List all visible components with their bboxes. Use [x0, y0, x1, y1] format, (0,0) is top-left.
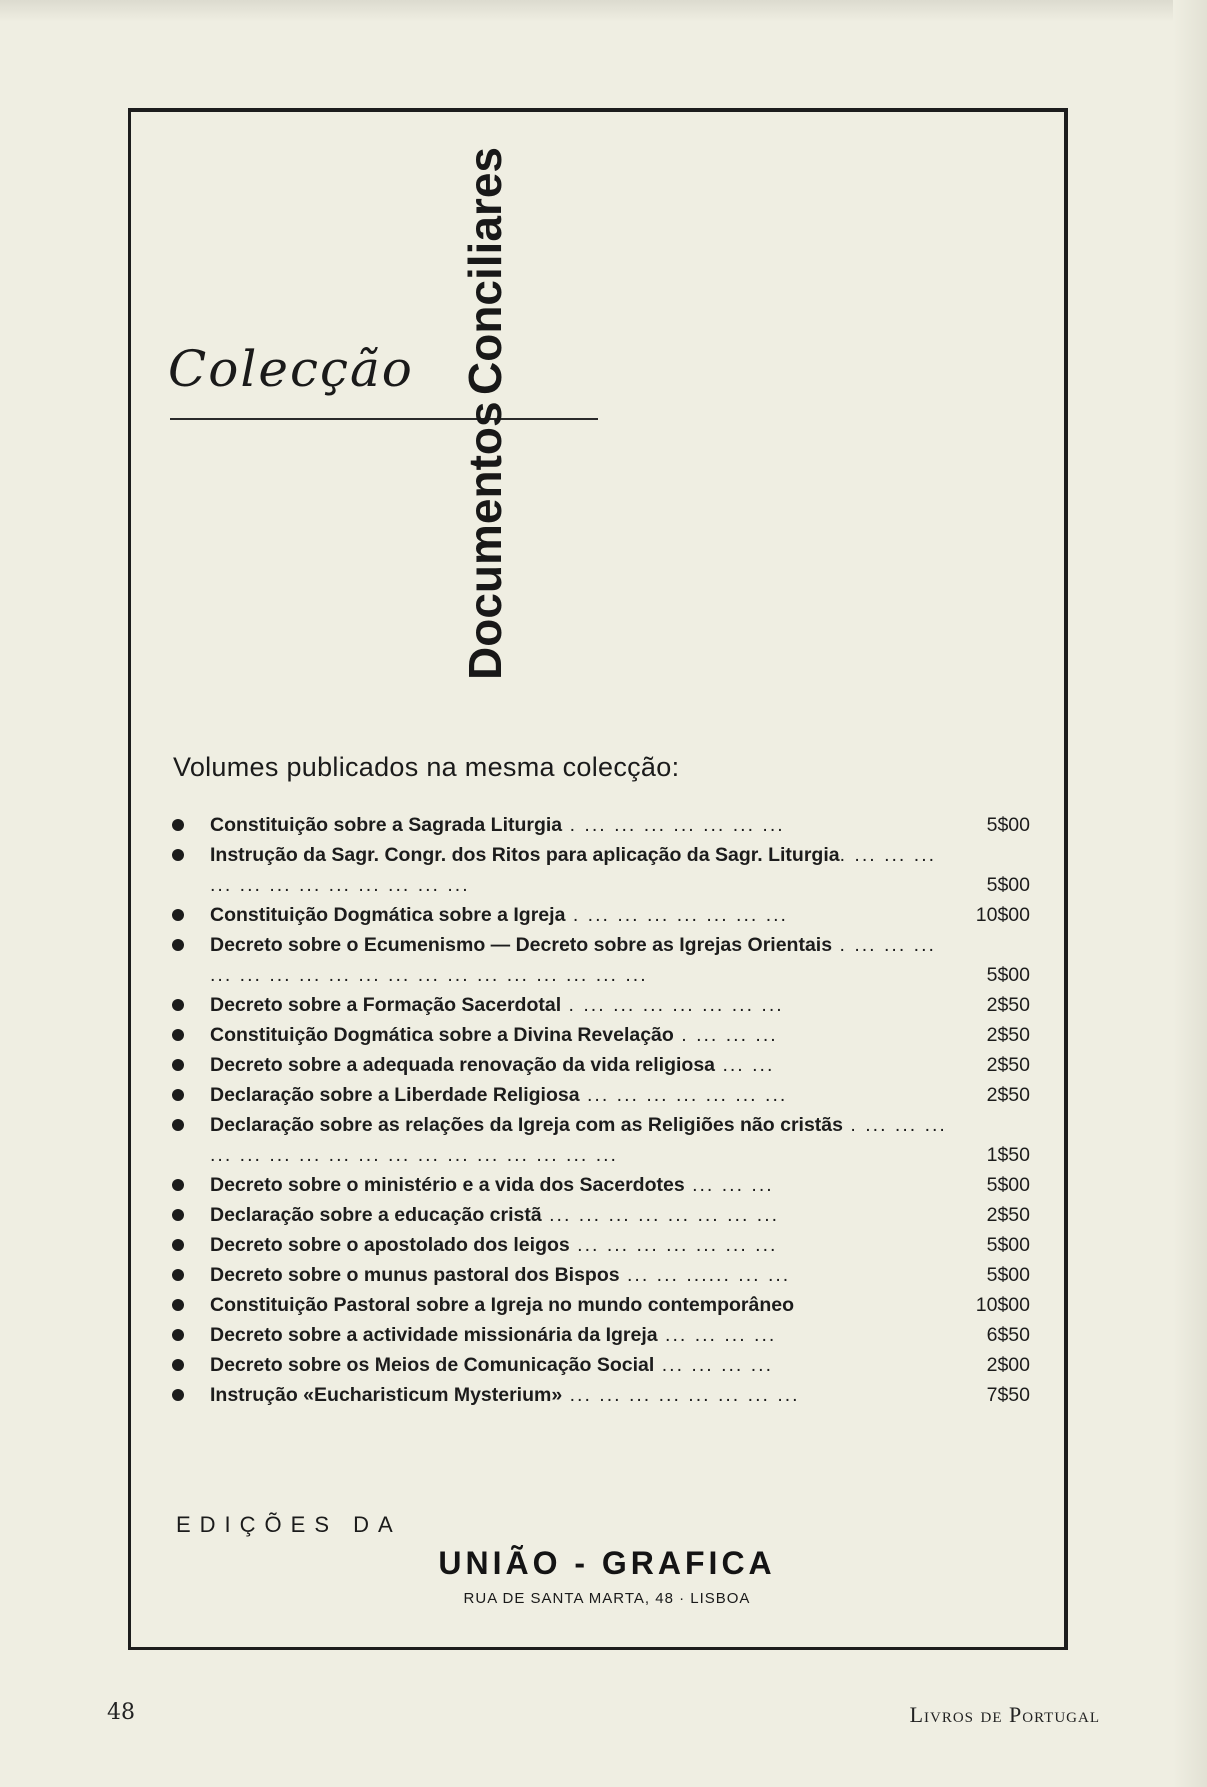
item-title-text: Constituição sobre a Sagrada Liturgia — [210, 814, 563, 836]
list-item — [172, 1320, 1030, 1350]
item-price: 2$50 — [986, 1054, 1030, 1076]
bullet-icon — [172, 909, 184, 921]
item-price: 5$00 — [986, 964, 1030, 986]
list-item — [172, 1290, 1030, 1320]
dot-leader: . ... ... ... ... ... ... ... — [562, 814, 785, 836]
item-price: 5$00 — [986, 814, 1030, 836]
bullet-icon — [172, 1119, 184, 1131]
bullet-icon — [172, 939, 184, 951]
item-price: 5$00 — [986, 1264, 1030, 1286]
bullet-icon — [172, 1239, 184, 1251]
item-title — [210, 990, 968, 1020]
item-title-text: Decreto sobre a adequada renovação da vida religiosa — [210, 1054, 716, 1076]
bullet-icon — [172, 819, 184, 831]
item-title — [210, 1320, 968, 1350]
bullet-icon — [172, 1269, 184, 1281]
bullet-icon — [172, 1209, 184, 1221]
item-price: 6$50 — [986, 1324, 1030, 1346]
dot-leader: ... ... ... ... — [657, 1324, 777, 1346]
dot-leader: . ... ... ... ... ... ... ... ... ... ... ... ... — [210, 844, 937, 896]
item-title-text: Constituição Pastoral sobre a Igreja no mundo contemporâneo — [210, 1294, 795, 1316]
item-title — [210, 1020, 968, 1050]
bullet-icon — [172, 1179, 184, 1191]
item-title-text: Decreto sobre os Meios de Comunicação Social — [210, 1354, 655, 1376]
dot-leader: . ... ... ... ... ... ... ... — [561, 994, 784, 1016]
bullet-icon — [172, 1089, 184, 1101]
item-title-text: Constituição Dogmática sobre a Divina Revelação — [210, 1024, 674, 1046]
dot-leader: ... ... ... — [684, 1174, 774, 1196]
item-price: 5$00 — [986, 1234, 1030, 1256]
item-title-text: Decreto sobre a Formação Sacerdotal — [210, 994, 562, 1016]
list-item — [172, 1170, 1030, 1200]
list-item — [172, 900, 1030, 930]
item-title — [210, 1380, 968, 1410]
vertical-title — [456, 147, 511, 690]
page-number: 48 — [107, 1700, 135, 1725]
dot-leader: ... ... ... ... ... ... ... ... — [541, 1204, 780, 1226]
list-item — [172, 840, 1030, 900]
list-item — [172, 1050, 1030, 1080]
item-price: 2$50 — [986, 1204, 1030, 1226]
dot-leader: ... ... ... ... ... ... ... ... — [562, 1384, 800, 1406]
item-title — [210, 840, 968, 900]
item-title-text: Instrução «Eucharisticum Mysterium» — [210, 1384, 563, 1406]
vertical-title-conciliares: Conciliares — [459, 147, 511, 395]
edicoes-label: EDIÇÕES DA — [176, 1512, 402, 1537]
publisher-address: RUA DE SANTA MARTA, 48 · LISBOA — [463, 1590, 751, 1607]
bullet-icon — [172, 1329, 184, 1341]
item-price: 2$50 — [986, 1084, 1030, 1106]
bullet-icon — [172, 1299, 184, 1311]
dot-leader: ... ... ... ... — [654, 1354, 773, 1376]
list-item — [172, 1350, 1030, 1380]
item-title-text: Decreto sobre o Ecumenismo — Decreto sobre as Igrejas Orientais — [210, 934, 833, 956]
item-price: 5$00 — [986, 1174, 1030, 1196]
list-item — [172, 1020, 1030, 1050]
item-title — [210, 1230, 968, 1260]
list-item — [172, 1230, 1030, 1260]
item-title — [210, 1290, 968, 1320]
item-title-text: Declaração sobre a Liberdade Religiosa — [210, 1084, 580, 1106]
list-item — [172, 1260, 1030, 1290]
volumes-heading: Volumes publicados na mesma colecção: — [173, 752, 680, 782]
item-title — [210, 900, 968, 930]
page-top-edge — [0, 0, 1207, 22]
item-title — [210, 1260, 968, 1290]
bullet-icon — [172, 1359, 184, 1371]
list-item — [172, 1110, 1030, 1170]
item-title — [210, 810, 968, 840]
list-item — [172, 990, 1030, 1020]
item-price: 2$50 — [986, 1024, 1030, 1046]
item-title — [210, 1200, 968, 1230]
dot-leader: . ... ... ... — [673, 1024, 778, 1046]
bullet-icon — [172, 849, 184, 861]
item-title-text: Decreto sobre a actividade missionária da Igreja — [210, 1324, 658, 1346]
item-title — [210, 1080, 968, 1110]
item-price: 1$50 — [986, 1144, 1030, 1166]
running-head: Livros de Portugal — [909, 1702, 1100, 1727]
dot-leader: . ... ... ... ... ... ... ... ... ... ... ... ... ... ... ... ... ... ... — [210, 934, 936, 986]
item-price: 2$50 — [986, 994, 1030, 1016]
list-item — [172, 930, 1030, 990]
title-underline — [170, 418, 598, 420]
item-title — [210, 1170, 968, 1200]
item-title — [210, 1110, 968, 1170]
collection-title-script: Colecção — [168, 340, 414, 398]
item-title-text: Decreto sobre o munus pastoral dos Bispos — [210, 1264, 620, 1286]
dot-leader: ... ... ... ... ... ... ... — [569, 1234, 778, 1256]
item-title — [210, 1050, 968, 1080]
item-price: 5$00 — [986, 874, 1030, 896]
item-price: 10$00 — [975, 1294, 1030, 1316]
item-title-text: Decreto sobre o apostolado dos leigos — [210, 1234, 570, 1256]
dot-leader: . ... ... ... ... ... ... ... — [565, 904, 788, 926]
publisher-name: UNIÃO - GRAFICA — [438, 1545, 776, 1581]
item-title-text: Constituição Dogmática sobre a Igreja — [210, 904, 566, 926]
item-price: 10$00 — [975, 904, 1030, 926]
list-item — [172, 1200, 1030, 1230]
dot-leader: ... ... ... ... ... ... ... — [579, 1084, 788, 1106]
list-item — [172, 1080, 1030, 1110]
item-title-text: Instrução da Sagr. Congr. dos Ritos para aplicação da Sagr. Liturgia — [210, 844, 840, 866]
list-item — [172, 810, 1030, 840]
dot-leader: ... ... ...... ... ... — [619, 1264, 791, 1286]
item-title — [210, 1350, 968, 1380]
dot-leader: ... ... — [715, 1054, 775, 1076]
bullet-icon — [172, 1389, 184, 1401]
item-title — [210, 930, 968, 990]
list-item — [172, 1380, 1030, 1410]
bullet-icon — [172, 1059, 184, 1071]
page-right-edge — [1173, 0, 1207, 1787]
item-title-text: Decreto sobre o ministério e a vida dos Sacerdotes — [210, 1174, 685, 1196]
volume-list — [172, 810, 1030, 1410]
item-title-text: Declaração sobre a educação cristã — [210, 1204, 542, 1226]
item-price: 7$50 — [986, 1384, 1030, 1406]
bullet-icon — [172, 1029, 184, 1041]
bullet-icon — [172, 999, 184, 1011]
vertical-title-documentos: Documentos — [459, 401, 511, 680]
item-price: 2$00 — [986, 1354, 1030, 1376]
item-title-text: Declaração sobre as relações da Igreja com as Religiões não cristãs — [210, 1114, 843, 1136]
dot-leader: . ... ... ... ... ... ... ... ... ... ... ... ... ... ... ... ... ... — [210, 1114, 947, 1166]
